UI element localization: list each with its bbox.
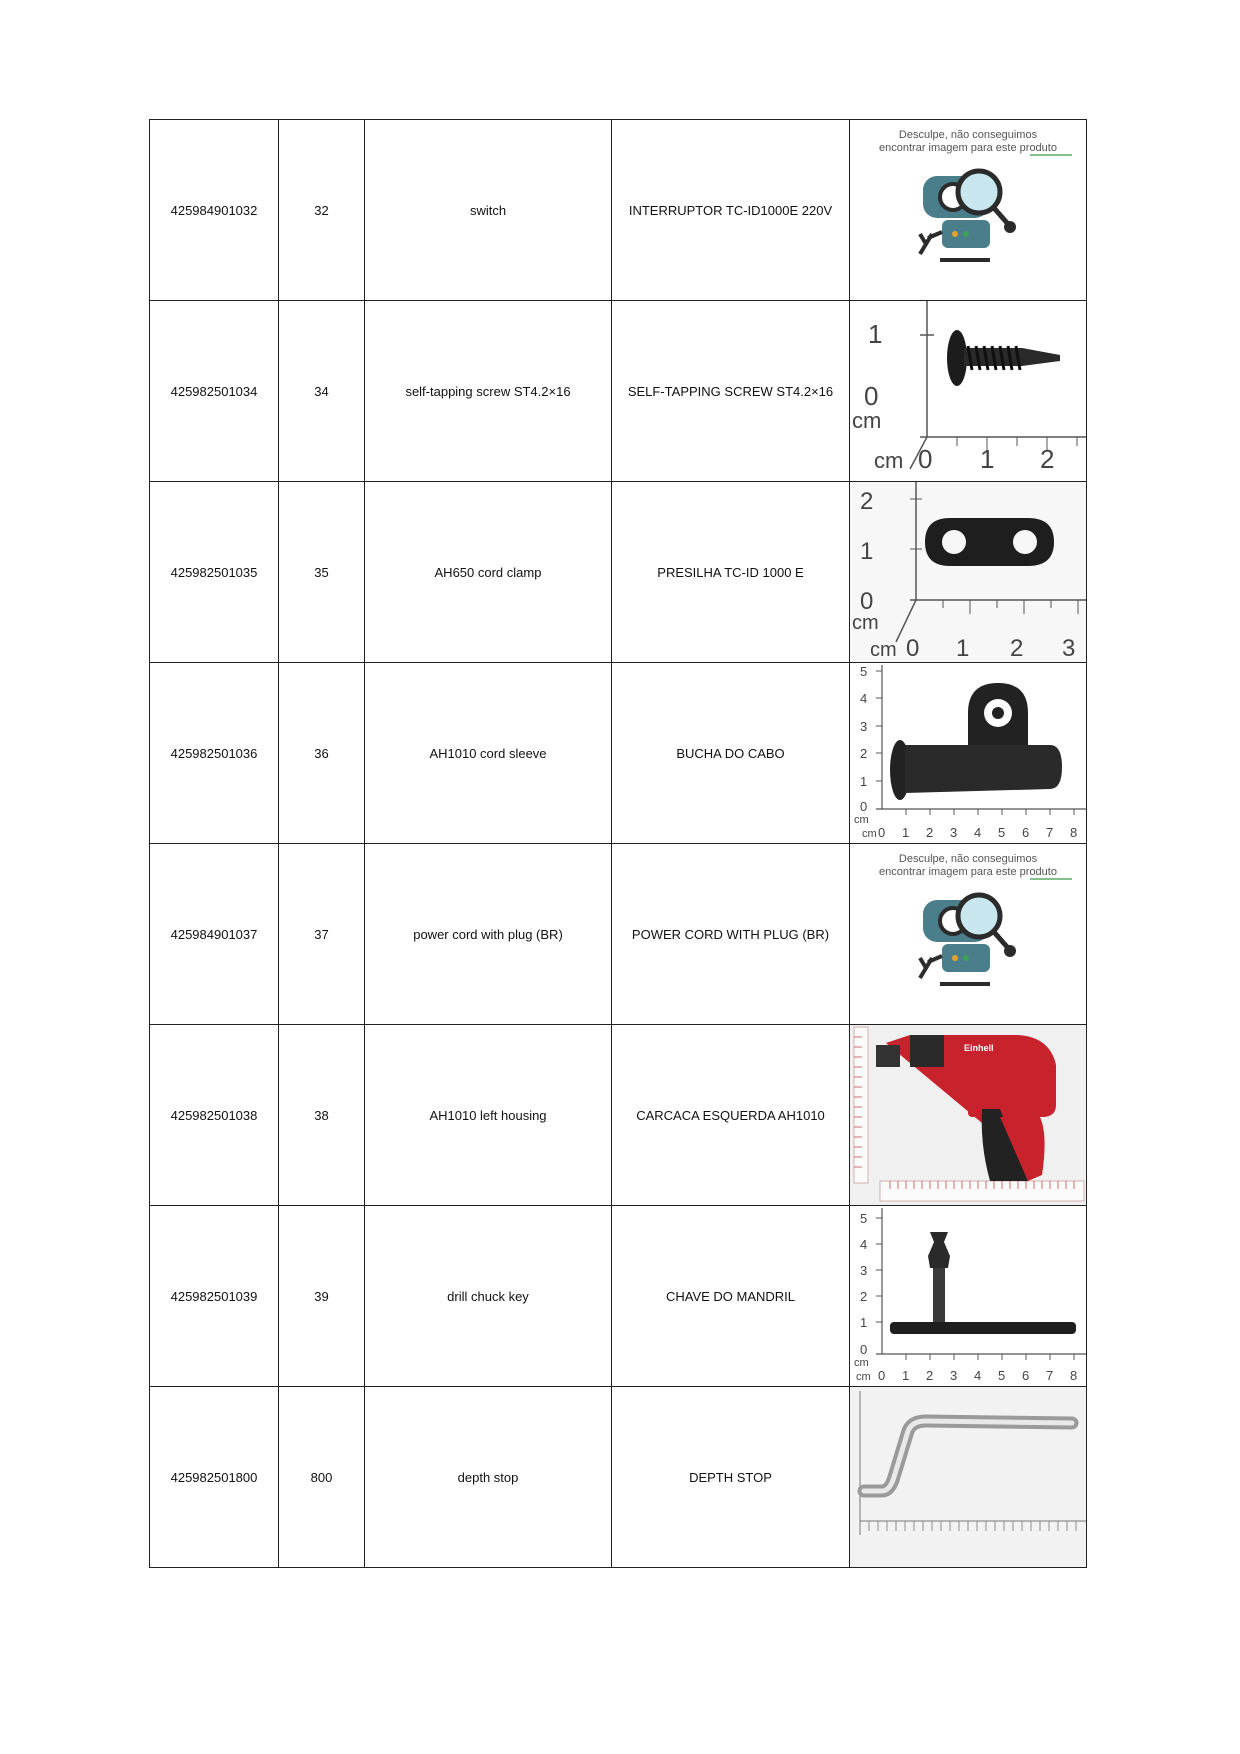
scale-label: 1 <box>902 825 910 840</box>
table-row <box>150 301 1087 482</box>
cord-sleeve-photo <box>850 663 1086 843</box>
part-image-cell <box>850 301 1087 482</box>
no-image-placeholder <box>850 120 1086 300</box>
drill-housing-photo <box>850 1025 1086 1205</box>
table-row <box>150 1206 1087 1387</box>
scale-label: 3 <box>950 825 958 840</box>
no-image-placeholder <box>850 844 1086 1024</box>
part-name-en: AH650 cord clamp <box>365 482 612 663</box>
scale-label: 5 <box>860 1211 868 1226</box>
position-number: 32 <box>279 120 365 301</box>
part-name-pt: DEPTH STOP <box>612 1387 850 1568</box>
part-name-en: drill chuck key <box>365 1206 612 1387</box>
scale-label: 1 <box>902 1368 910 1383</box>
scale-label: 0 <box>864 381 879 411</box>
placeholder-line2: encontrar imagem para este produto <box>879 866 1057 878</box>
scale-label: 5 <box>998 825 1006 840</box>
scale-unit: cm <box>856 1371 871 1383</box>
scale-unit: cm <box>870 639 897 661</box>
part-name-pt: SELF-TAPPING SCREW ST4.2×16 <box>612 301 850 482</box>
robot-magnifier-icon <box>920 895 1016 984</box>
parts-table <box>149 119 1087 1568</box>
scale-label: 4 <box>860 691 868 706</box>
placeholder-line2: encontrar imagem para este produto <box>879 142 1057 154</box>
part-image-cell <box>850 120 1087 301</box>
part-image-cell <box>850 1025 1087 1206</box>
placeholder-line1: Desculpe, não conseguimos <box>898 129 1038 141</box>
part-code: 425982501038 <box>150 1025 279 1206</box>
part-code: 425982501036 <box>150 663 279 844</box>
table-row <box>150 844 1087 1025</box>
scale-label: 5 <box>998 1368 1006 1383</box>
scale-label: 4 <box>860 1237 868 1252</box>
scale-label: 1 <box>860 538 874 565</box>
scale-label: 3 <box>860 719 868 734</box>
scale-label: 1 <box>868 319 883 349</box>
part-image-cell <box>850 1387 1087 1568</box>
depth-stop-photo <box>850 1387 1086 1567</box>
scale-unit: cm <box>852 408 882 433</box>
scale-label: 0 <box>878 825 886 840</box>
part-name-pt: CARCACA ESQUERDA AH1010 <box>612 1025 850 1206</box>
position-number: 35 <box>279 482 365 663</box>
position-number: 39 <box>279 1206 365 1387</box>
scale-label: 2 <box>860 488 874 515</box>
part-name-pt: INTERRUPTOR TC-ID1000E 220V <box>612 120 850 301</box>
part-image-cell <box>850 482 1087 663</box>
table-row <box>150 663 1087 844</box>
part-code: 425982501034 <box>150 301 279 482</box>
scale-label: 0 <box>860 799 868 814</box>
part-name-pt: BUCHA DO CABO <box>612 663 850 844</box>
scale-label: 0 <box>918 444 933 474</box>
part-code: 425982501039 <box>150 1206 279 1387</box>
scale-label: 2 <box>860 1289 868 1304</box>
scale-unit: cm <box>854 1357 869 1369</box>
part-code: 425984901037 <box>150 844 279 1025</box>
table-row <box>150 1387 1087 1568</box>
part-name-en: AH1010 left housing <box>365 1025 612 1206</box>
scale-label: 3 <box>1062 635 1076 662</box>
scale-label: 7 <box>1046 1368 1054 1383</box>
position-number: 36 <box>279 663 365 844</box>
part-name-pt: PRESILHA TC-ID 1000 E <box>612 482 850 663</box>
part-name-pt: CHAVE DO MANDRIL <box>612 1206 850 1387</box>
part-code: 425982501800 <box>150 1387 279 1568</box>
scale-label: 8 <box>1070 1368 1078 1383</box>
part-name-en: AH1010 cord sleeve <box>365 663 612 844</box>
scale-unit: cm <box>852 612 879 634</box>
scale-label: 0 <box>860 588 874 615</box>
scale-label: 4 <box>974 1368 982 1383</box>
screw-photo <box>850 301 1086 481</box>
scale-label: 1 <box>860 1315 868 1330</box>
part-image-cell <box>850 663 1087 844</box>
scale-label: 7 <box>1046 825 1054 840</box>
position-number: 34 <box>279 301 365 482</box>
table-row <box>150 120 1087 301</box>
cord-clamp-photo <box>850 482 1086 662</box>
part-name-en: self-tapping screw ST4.2×16 <box>365 301 612 482</box>
part-image-cell <box>850 844 1087 1025</box>
scale-label: 2 <box>1010 635 1024 662</box>
part-name-en: switch <box>365 120 612 301</box>
part-name-en: depth stop <box>365 1387 612 1568</box>
position-number: 37 <box>279 844 365 1025</box>
scale-label: 2 <box>860 746 868 761</box>
position-number: 800 <box>279 1387 365 1568</box>
scale-label: 1 <box>980 444 995 474</box>
part-image-cell <box>850 1206 1087 1387</box>
scale-label: 3 <box>950 1368 958 1383</box>
scale-label: 2 <box>926 825 934 840</box>
scale-label: 0 <box>878 1368 886 1383</box>
scale-label: 2 <box>926 1368 934 1383</box>
table-row <box>150 1025 1087 1206</box>
part-name-pt: POWER CORD WITH PLUG (BR) <box>612 844 850 1025</box>
placeholder-line1: Desculpe, não conseguimos <box>898 853 1038 865</box>
scale-label: 3 <box>860 1263 868 1278</box>
part-name-en: power cord with plug (BR) <box>365 844 612 1025</box>
position-number: 38 <box>279 1025 365 1206</box>
part-code: 425984901032 <box>150 120 279 301</box>
scale-label: 0 <box>906 635 920 662</box>
scale-label: 0 <box>860 1342 868 1357</box>
scale-unit: cm <box>862 828 877 840</box>
brand-logo: Einhell <box>964 1043 994 1053</box>
robot-magnifier-icon <box>920 171 1016 260</box>
chuck-key-photo <box>850 1206 1086 1386</box>
scale-label: 5 <box>860 664 868 679</box>
table-row <box>150 482 1087 663</box>
scale-label: 1 <box>956 635 970 662</box>
scale-label: 2 <box>1040 444 1055 474</box>
scale-label: 8 <box>1070 825 1078 840</box>
scale-label: 6 <box>1022 825 1030 840</box>
scale-unit: cm <box>854 814 869 826</box>
scale-label: 4 <box>974 825 982 840</box>
scale-label: 1 <box>860 774 868 789</box>
part-code: 425982501035 <box>150 482 279 663</box>
scale-label: 6 <box>1022 1368 1030 1383</box>
scale-unit: cm <box>874 448 904 473</box>
